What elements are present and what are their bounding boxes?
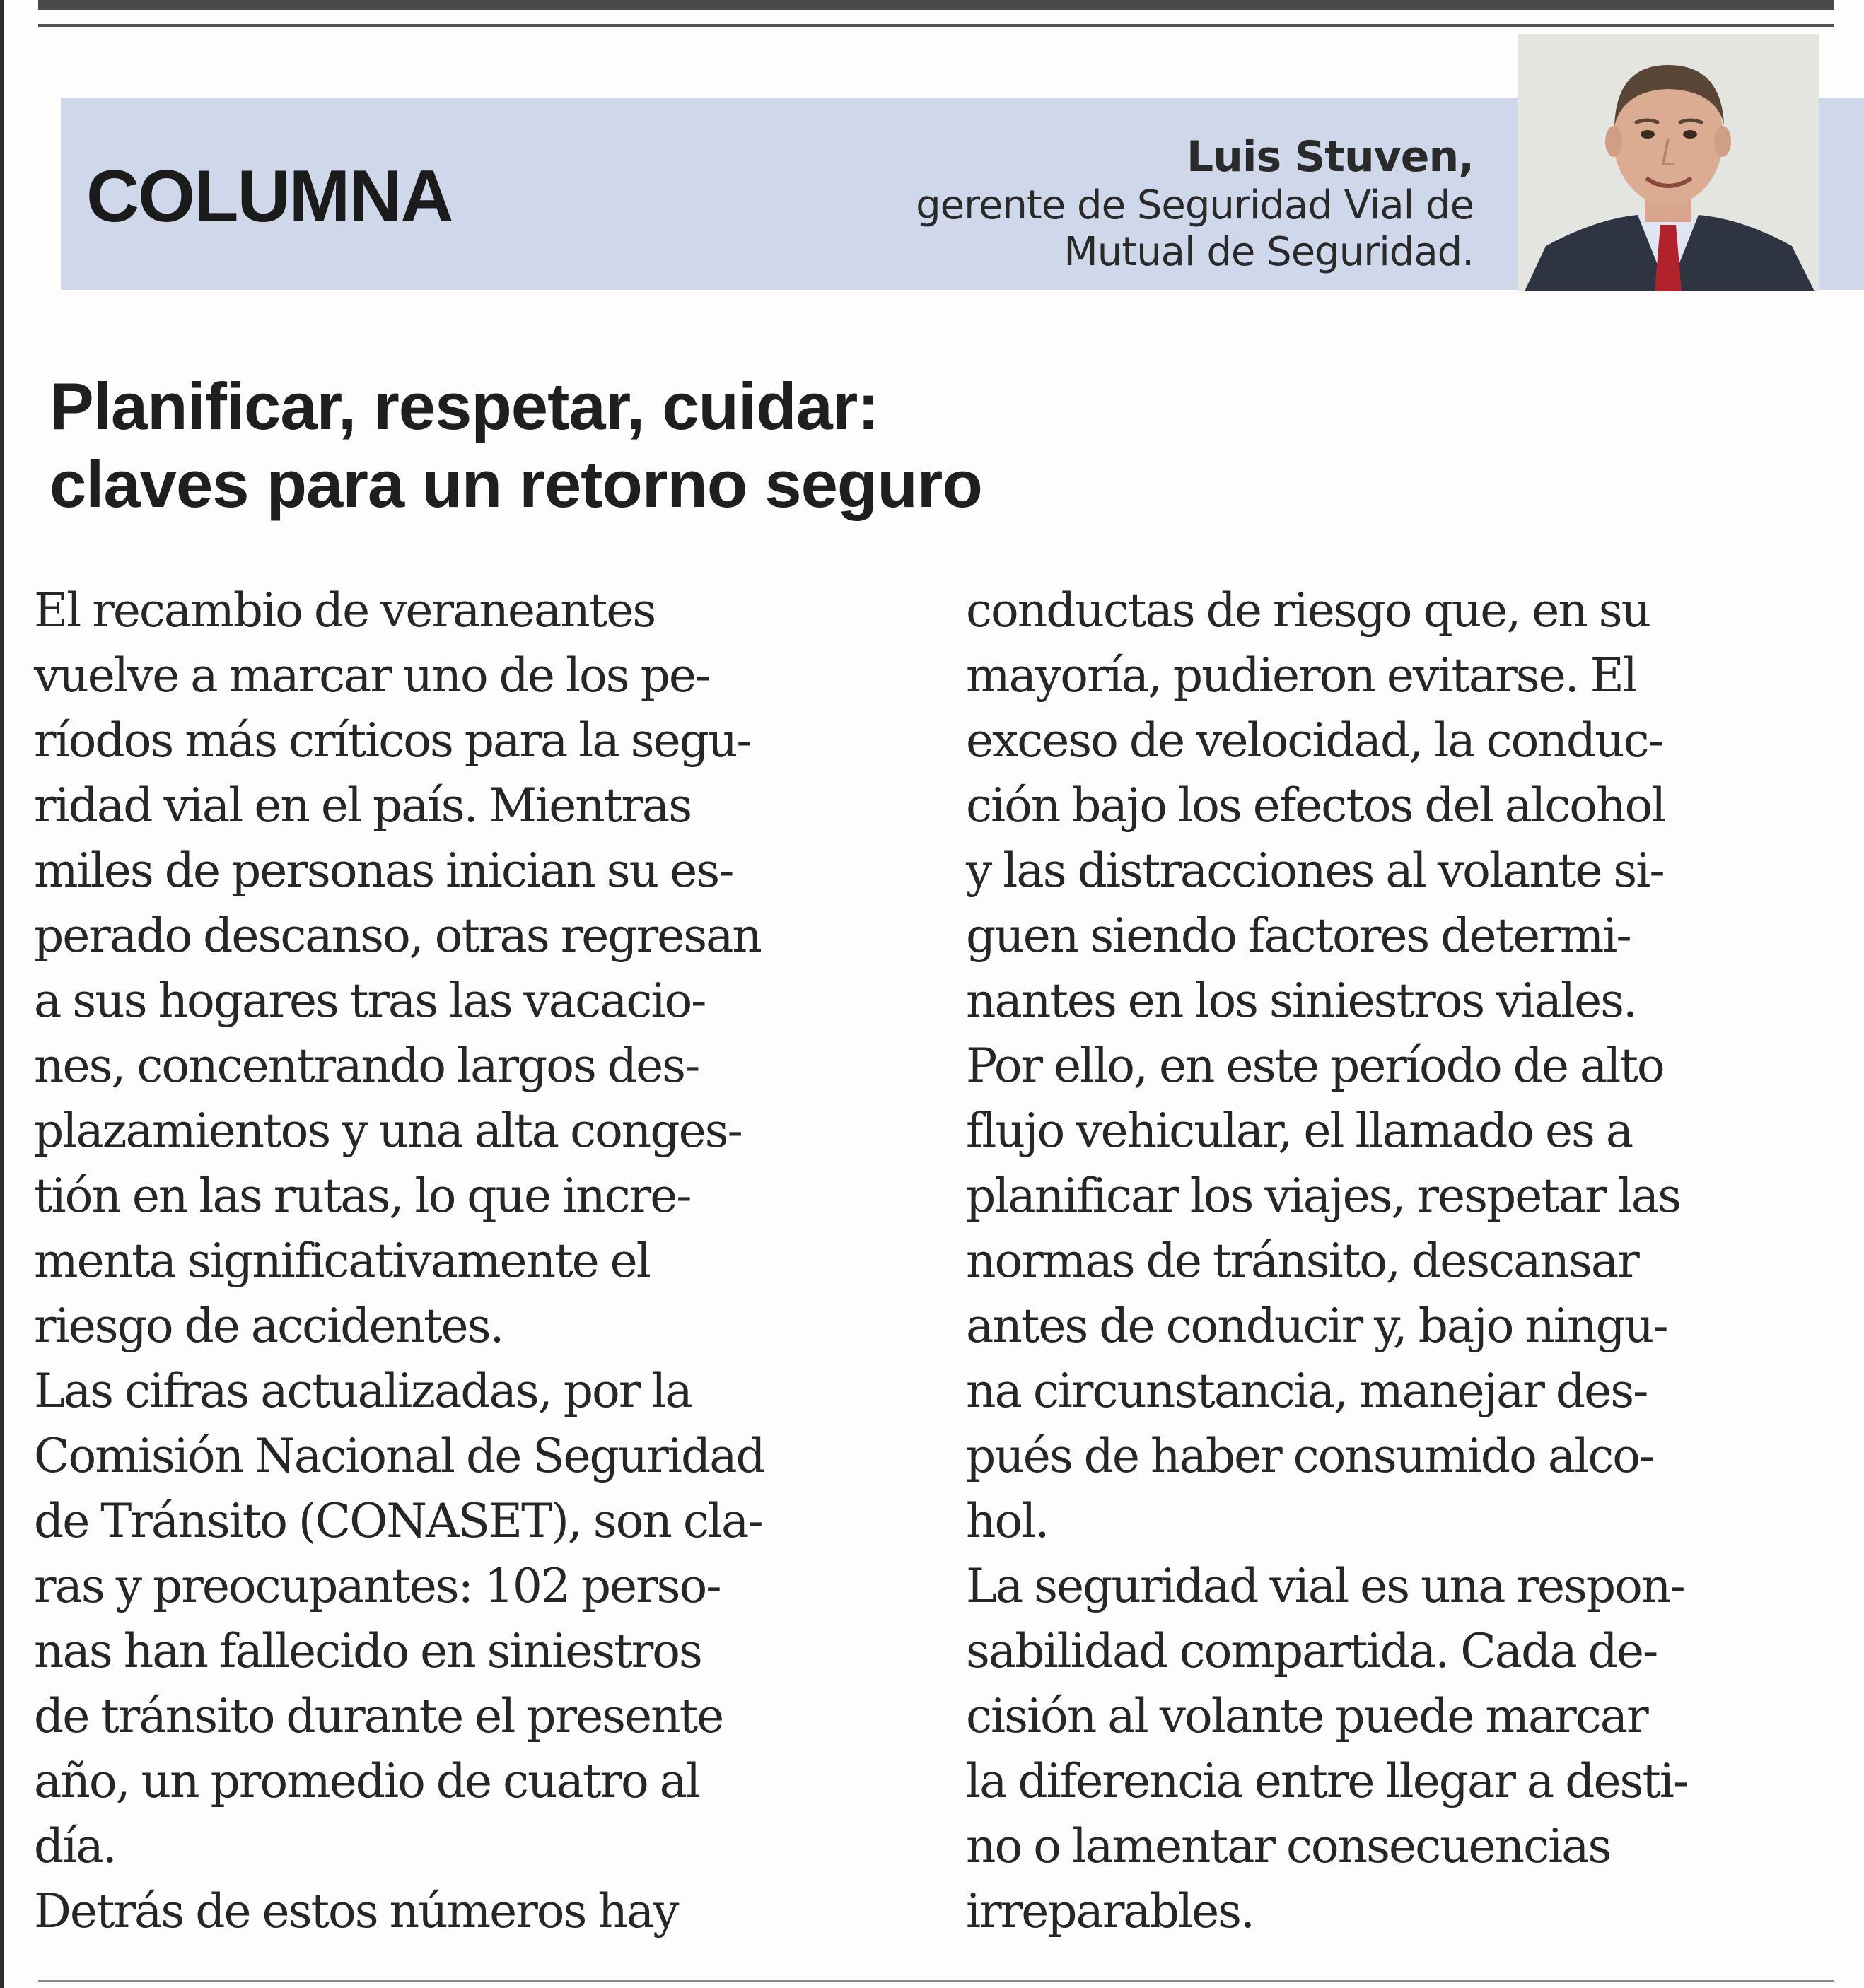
author-name: Luis Stuven, [1186, 132, 1474, 182]
body-line: na circunstancia, manejar des- [966, 1364, 1648, 1418]
section-label: COLUMNA [86, 156, 453, 238]
body-line: sabilidad compartida. Cada de- [966, 1624, 1658, 1678]
body-line: ridad vial en el país. Mientras [34, 778, 692, 833]
body-line: conductas de riesgo que, en su [966, 583, 1650, 638]
author-portrait [1518, 34, 1819, 291]
body-line: año, un promedio de cuatro al [34, 1754, 700, 1808]
body-line: perado descanso, otras regresan [34, 908, 761, 963]
body-line: riesgo de accidentes. [34, 1299, 503, 1353]
body-line: El recambio de veraneantes [34, 583, 656, 638]
author-role-line-1: gerente de Seguridad Vial de [916, 182, 1474, 228]
body-line: y las distracciones al volante si- [966, 843, 1664, 898]
body-line: nantes en los siniestros viales. [966, 973, 1636, 1028]
body-line: pués de haber consumido alco- [966, 1429, 1654, 1483]
body-column-1 [34, 578, 764, 1944]
body-line: irreparables. [966, 1884, 1254, 1939]
body-line: de Tránsito (CONASET), son cla- [34, 1494, 762, 1548]
body-line: Detrás de estos números hay [34, 1884, 678, 1939]
body-line: mayoría, pudieron evitarse. El [966, 648, 1636, 703]
top-rule-thin [38, 24, 1834, 27]
body-line: guen siendo factores determi- [966, 908, 1631, 963]
body-line: menta significativamente el [34, 1234, 650, 1288]
body-line: vuelve a marcar uno de los pe- [34, 648, 710, 703]
body-line: normas de tránsito, descansar [966, 1234, 1638, 1288]
body-line: plazamientos y una alta conges- [34, 1104, 742, 1158]
body-line: hol. [966, 1494, 1049, 1548]
body-line: antes de conducir y, bajo ningu- [966, 1299, 1667, 1353]
body-line: miles de personas inician su es- [34, 843, 733, 898]
body-line: flujo vehicular, el llamado es a [966, 1104, 1633, 1158]
article-headline [49, 368, 982, 523]
body-line: la diferencia entre llegar a desti- [966, 1754, 1688, 1808]
body-line: Comisión Nacional de Seguridad [34, 1429, 764, 1483]
page-left-edge [0, 0, 4, 1988]
top-rule-thick [38, 0, 1834, 10]
body-line: no o lamentar consecuencias [966, 1819, 1611, 1873]
body-line: día. [34, 1819, 116, 1873]
body-line: de tránsito durante el presente [34, 1689, 723, 1743]
body-line: nas han fallecido en siniestros [34, 1624, 701, 1678]
body-column-2 [966, 578, 1687, 1944]
body-line: cisión al volante puede marcar [966, 1689, 1648, 1743]
body-line: nes, concentrando largos des- [34, 1039, 699, 1093]
headline-line-2: claves para un retorno seguro [49, 447, 982, 521]
body-line: ras y preocupantes: 102 perso- [34, 1559, 721, 1613]
body-line: ríodos más críticos para la segu- [34, 713, 751, 768]
author-byline [916, 131, 1474, 276]
body-line: La seguridad vial es una respon- [966, 1559, 1684, 1613]
body-line: a sus hogares tras las vacacio- [34, 973, 706, 1028]
body-line: planificar los viajes, respetar las [966, 1169, 1681, 1223]
portrait-illustration [1518, 34, 1819, 291]
body-line: ción bajo los efectos del alcohol [966, 778, 1665, 833]
bottom-rule [38, 1980, 1834, 1982]
headline-line-1: Planificar, respetar, cuidar: [49, 369, 879, 443]
body-line: Las cifras actualizadas, por la [34, 1364, 692, 1418]
body-line: exceso de velocidad, la conduc- [966, 713, 1662, 768]
body-line: Por ello, en este período de alto [966, 1039, 1664, 1093]
body-line: tión en las rutas, lo que incre- [34, 1169, 691, 1223]
author-role-line-2: Mutual de Seguridad. [1064, 229, 1474, 275]
